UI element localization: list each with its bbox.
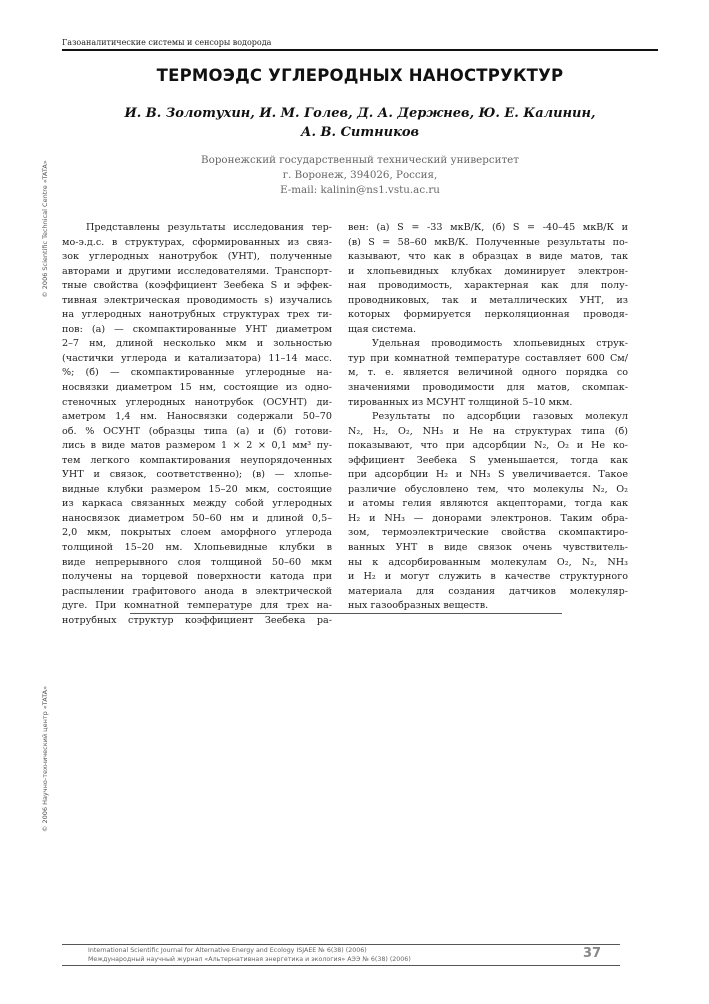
text-line: Представлены результаты исследования тер- — [86, 222, 332, 233]
article-title: ТЕРМОЭДС УГЛЕРОДНЫХ НАНОСТРУКТУР — [156, 66, 564, 85]
text-line: УНТ и связок, соответственно); (в) — хлопье- — [62, 469, 332, 481]
header-rule — [62, 49, 658, 51]
text-line: ная проводимость, характерная как для полу- — [348, 280, 628, 292]
text-line: значениями проводимости для матов, скомпак- — [348, 382, 628, 394]
side-copyright-ru: © 2006 Научно-технический центр «TATA» — [41, 685, 49, 833]
text-line: получены на торцевой поверхности катода при — [62, 571, 332, 583]
authors-line-1: И. В. Золотухин, И. М. Голев, Д. А. Держнев, Ю. Е. Калинин, — [124, 106, 596, 121]
text-line: м, т. е. является величиной одного порядка со — [348, 367, 628, 379]
abstract-column-left — [62, 221, 332, 628]
text-line: аметром 1,4 нм. Наносвязки содержали 50–70 — [62, 411, 332, 423]
text-line: которых формируется перколяционная проводя- — [348, 309, 628, 321]
text-line: тивная электрическая проводимость s) изучались — [62, 294, 332, 306]
text-line: щая система. — [348, 323, 417, 335]
text-line: и хлопьевидных клубках доминирует электрон- — [348, 265, 628, 277]
text-line: эффициент Зеебека S уменьшается, тогда как — [348, 454, 628, 466]
text-line: ванных УНТ в виде связок очень чувствитель- — [348, 542, 628, 554]
text-line: показывают, что при адсорбции N₂, O₂ и He ко- — [348, 440, 628, 452]
text-line: ны к адсорбированным молекулам O₂, N₂, NH₃ — [348, 556, 628, 568]
text-line: Удельная проводимость хлопьевидных струк- — [372, 338, 628, 350]
text-line: мо-э.д.с. в структурах, сформированных из связ- — [62, 236, 332, 248]
text-line: авторами и другими исследователями. Транспорт- — [62, 265, 332, 277]
text-line: проводниковых, так и металлических УНТ, из — [348, 294, 628, 306]
text-line: вен: (а) S = -33 мкВ/К, (б) S = -40–45 мкВ/К и — [348, 222, 628, 233]
text-line: тем легкого компактирования неупорядоченных — [62, 454, 332, 466]
footer-journal-ru: Международный научный журнал «Альтернативная энергетика и экология» АЭЭ № 6(38) (2006) — [88, 956, 411, 963]
authors-line-2: А. В. Ситников — [300, 125, 420, 140]
text-line: ных газообразных веществ. — [348, 600, 489, 612]
text-line: различие обусловлено тем, что молекулы N₂, O₂ — [348, 483, 628, 495]
text-line: при адсорбции H₂ и NH₃ S увеличивается. Такое — [348, 469, 628, 481]
text-line: тур при комнатной температуре составляет 600 См/ — [348, 352, 628, 364]
text-line: и атомы гелия являются акцепторами, тогда как — [348, 498, 628, 510]
side-copyright-en: © 2006 Scientific Technical Centre «TATA» — [41, 160, 49, 298]
text-line: 2–7 нм, длиной несколько мкм и зольностью — [62, 338, 332, 350]
text-line: лись в виде матов размером 1 × 2 × 0,1 мм³ пу- — [62, 440, 332, 452]
text-line: зок углеродных нанотрубок (УНТ), полученные — [62, 251, 332, 263]
text-line: казывают, что как в образцах в виде матов, так — [348, 251, 628, 263]
text-line: об. % ОСУНТ (образцы типа (а) и (б) готови- — [62, 425, 332, 437]
text-line: на углеродных нанотрубных структурах трех ти- — [62, 309, 332, 321]
text-line: (в) S = 58–60 мкВ/К. Полученные результаты по- — [348, 236, 628, 248]
text-line: носвязки диаметром 15 нм, состоящие из одно- — [62, 382, 332, 394]
abstract-column-right — [348, 221, 628, 614]
text-line: 2,0 мкм, покрытых слоем аморфного углерода — [62, 527, 332, 539]
text-line: из каркаса связанных между собой углеродных — [62, 498, 332, 510]
abstract-end-rule — [130, 613, 562, 614]
text-line: материала для создания датчиков молекуляр- — [348, 585, 628, 597]
text-line: наносвязок диаметром 50–60 нм и длиной 0,5– — [62, 512, 332, 524]
text-line: пов: (а) — скомпактированные УНТ диаметром — [62, 323, 332, 335]
text-line: тированных из МСУНТ толщиной 5–10 мкм. — [348, 396, 573, 408]
affiliation-address: г. Воронеж, 394026, Россия, — [282, 169, 438, 181]
text-line: зом, термоэлектрические свойства скомпактиро- — [348, 527, 628, 539]
running-head: Газоаналитические системы и сенсоры водорода — [62, 38, 272, 47]
text-line: N₂, H₂, O₂, NH₃ и He на структурах типа (б) — [348, 425, 628, 437]
page-number: 37 — [583, 946, 602, 961]
affiliation-university: Воронежский государственный технический университет — [201, 154, 519, 166]
text-line: и H₂ и могут служить в качестве структурного — [348, 571, 628, 583]
author-list — [100, 104, 620, 142]
footer-journal-en: International Scientific Journal for Alternative Energy and Ecology ISJAEE № 6(38) (2006) — [88, 947, 367, 954]
text-line: виде непрерывного слоя толщиной 50–60 мкм — [62, 556, 332, 568]
text-line: (частички углерода и катализатора) 11–14 масс. — [62, 352, 332, 364]
text-line: видные клубки размером 15–20 мкм, состоящие — [62, 483, 332, 495]
text-line: Результаты по адсорбции газовых молекул — [372, 411, 628, 423]
text-line: стеночных углеродных нанотрубок (ОСУНТ) ди- — [62, 396, 332, 408]
text-line: толщиной 15–20 нм. Хлопьевидные клубки в — [62, 542, 332, 554]
text-line: тные свойства (коэффициент Зеебека S и эффек- — [62, 280, 332, 292]
affiliation — [62, 153, 658, 198]
text-line: дуге. При комнатной температуре для трех на- — [62, 600, 332, 612]
text-line: распылении графитового анода в электрической — [62, 585, 332, 597]
text-line: %; (б) — скомпактированные углеродные на- — [62, 367, 332, 379]
text-line: нотрубных структур коэффициент Зеебека ра- — [62, 614, 332, 626]
text-line: H₂ и NH₃ — донорами электронов. Таким обра- — [348, 512, 628, 524]
affiliation-email: E-mail: kalinin@ns1.vstu.ac.ru — [280, 184, 440, 196]
